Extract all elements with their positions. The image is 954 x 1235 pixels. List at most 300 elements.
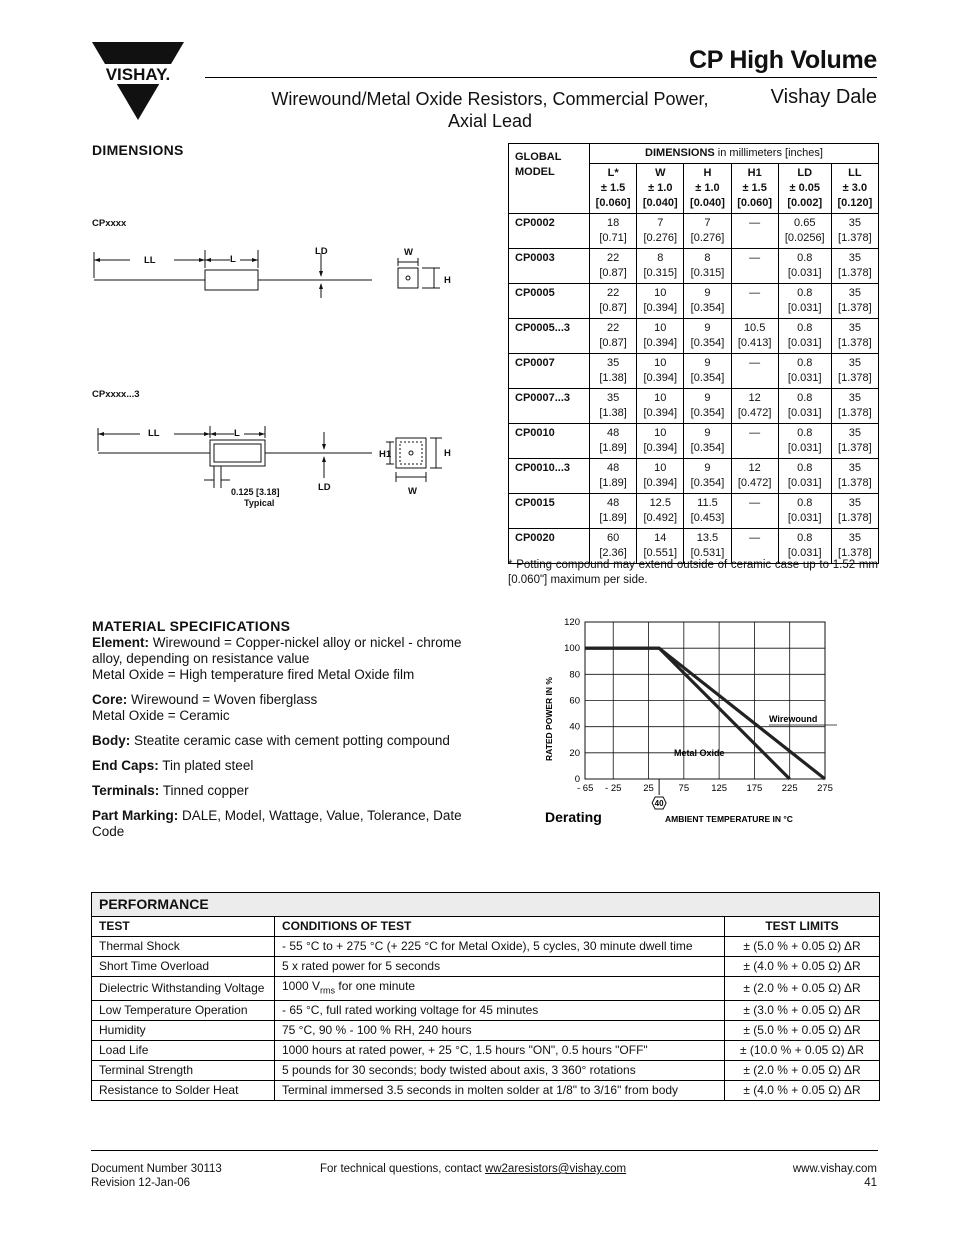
dim-value-inch: [1.378] xyxy=(838,512,872,524)
performance-test: Humidity xyxy=(92,1021,275,1041)
performance-condition-text: 1000 hours at rated power, + 25 °C, 1.5 hours "ON", 0.5 hours "OFF" xyxy=(282,1043,648,1058)
dim-value-cell xyxy=(590,249,637,284)
dim-value-mm: 0.8 xyxy=(797,462,813,474)
x-tick-label: 125 xyxy=(711,783,728,794)
dim-value-inch: [1.38] xyxy=(599,407,627,419)
dim-value-mm: 10 xyxy=(654,357,667,369)
dim-value-mm: — xyxy=(749,217,761,229)
dim-value-inch: [0.354] xyxy=(690,372,725,384)
dim-value-cell xyxy=(831,389,878,424)
group-header-bold: DIMENSIONS xyxy=(645,147,715,159)
revision: Revision 12-Jan-06 xyxy=(91,1177,191,1189)
y-axis-label: RATED POWER IN % xyxy=(544,677,554,761)
dim-value-inch: [1.378] xyxy=(838,442,872,454)
dim-value-inch: [0.031] xyxy=(787,267,822,279)
dim-value-cell xyxy=(778,319,831,354)
dim-value-inch: [0.394] xyxy=(643,372,678,384)
performance-limit: ± (10.0 % + 0.05 Ω) ΔR xyxy=(725,1041,880,1061)
y-tick-label: 40 xyxy=(569,721,580,733)
performance-limit: ± (2.0 % + 0.05 Ω) ΔR xyxy=(725,977,880,1001)
dim-value-cell xyxy=(831,214,878,249)
drawing2-h1: H1 xyxy=(379,449,392,460)
dim-value-mm: 35 xyxy=(848,287,861,299)
dim-value-cell xyxy=(637,249,684,284)
dim-value-mm: — xyxy=(749,427,761,439)
y-tick-label: 0 xyxy=(574,774,580,785)
dim-column-inch: [0.060] xyxy=(737,197,773,209)
performance-row xyxy=(92,1001,880,1021)
material-spec-item xyxy=(92,733,462,749)
model-header-line-1: GLOBAL xyxy=(515,151,562,163)
dim-column-inch: [0.002] xyxy=(787,197,823,209)
performance-condition-text: - 55 °C to + 275 °C (+ 225 °C for Metal Oxide), 5 cycles, 30 minute dwell time xyxy=(282,939,693,953)
dim-value-cell xyxy=(637,459,684,494)
dim-value-mm: 35 xyxy=(848,252,861,264)
dim-value-mm: 22 xyxy=(606,287,620,299)
dim-value-cell xyxy=(590,284,637,319)
dim-value-mm: 12 xyxy=(748,462,761,474)
performance-limit: ± (4.0 % + 0.05 Ω) ΔR xyxy=(725,957,880,977)
dim-value-mm: — xyxy=(749,252,761,264)
vishay-logo xyxy=(92,42,184,120)
dim-value-inch: [0.354] xyxy=(690,302,725,314)
dim-value-inch: [0.492] xyxy=(643,512,678,524)
dim-value-inch: [0.315] xyxy=(643,267,678,279)
material-spec-text: DALE, Model, Wattage, Value, Tolerance, Date Code xyxy=(92,808,462,839)
dim-value-inch: [0.71] xyxy=(599,232,627,244)
material-spec-item xyxy=(92,808,462,840)
dim-value-cell xyxy=(684,354,731,389)
logo-text: VISHAY. xyxy=(105,65,171,84)
derating-chart xyxy=(540,610,850,835)
dim-value-inch: [0.87] xyxy=(599,302,627,314)
dim-value-cell xyxy=(590,459,637,494)
drawing1-ld: LD xyxy=(315,246,328,257)
dim-table-row xyxy=(509,389,879,424)
y-tick-label: 120 xyxy=(564,617,580,628)
dim-value-mm: 10 xyxy=(654,287,667,299)
dim-value-mm: 35 xyxy=(848,462,861,474)
performance-row xyxy=(92,1041,880,1061)
dim-value-inch: [0.394] xyxy=(643,337,678,349)
material-spec-item xyxy=(92,783,462,799)
dim-value-mm: 10 xyxy=(654,392,667,404)
dim-column-tolerance: ± 1.5 xyxy=(600,182,626,194)
dim-value-cell xyxy=(684,249,731,284)
performance-condition xyxy=(275,1041,725,1061)
performance-condition-text: 5 pounds for 30 seconds; body twisted about axis, 3 360° rotations xyxy=(282,1063,636,1078)
dim-value-cell xyxy=(778,459,831,494)
subtitle-line-2: Axial Lead xyxy=(447,111,533,131)
performance-row xyxy=(92,937,880,957)
performance-row xyxy=(92,977,880,1001)
header-rule xyxy=(205,77,877,78)
dim-value-mm: 35 xyxy=(848,217,861,229)
dim-value-mm: 0.65 xyxy=(794,217,816,229)
dim-value-mm: 35 xyxy=(848,427,861,439)
dim-value-cell xyxy=(684,284,731,319)
dim-value-mm: 9 xyxy=(704,427,711,439)
dim-model-cell: CP0007...3 xyxy=(509,389,590,424)
dim-value-inch: [1.89] xyxy=(599,442,627,454)
dim-value-inch: [0.472] xyxy=(737,477,772,489)
dim-value-inch: [0.031] xyxy=(787,477,822,489)
performance-condition-sub: rms xyxy=(320,985,336,996)
dim-value-inch: [1.378] xyxy=(838,337,872,349)
dim-value-cell xyxy=(590,424,637,459)
dim-value-inch: [0.394] xyxy=(643,477,678,489)
x-tick-label: - 65 xyxy=(577,783,594,794)
dim-value-inch: [1.378] xyxy=(838,302,872,314)
page-subtitle xyxy=(250,88,730,132)
drawing2-typical-label: Typical xyxy=(244,498,275,508)
dim-value-cell xyxy=(831,319,878,354)
company-name: Vishay Dale xyxy=(770,86,877,108)
dim-value-cell xyxy=(590,319,637,354)
dim-value-mm: 0.8 xyxy=(797,392,813,404)
material-spec-label: Element: xyxy=(92,635,150,650)
dim-value-cell xyxy=(684,424,731,459)
material-spec-label: Body: xyxy=(92,733,131,748)
dim-value-inch: [0.031] xyxy=(787,407,822,419)
dim-value-inch: [0.354] xyxy=(690,477,725,489)
performance-row xyxy=(92,1061,880,1081)
dim-value-mm: 9 xyxy=(704,462,711,474)
dim-column-name: H1 xyxy=(747,167,762,179)
dim-value-cell xyxy=(731,354,778,389)
dim-table-row xyxy=(509,424,879,459)
performance-test: Terminal Strength xyxy=(92,1061,275,1081)
dim-value-cell xyxy=(731,249,778,284)
performance-condition xyxy=(275,1021,725,1041)
y-tick-label: 20 xyxy=(569,747,580,759)
contact-prefix: For technical questions, contact xyxy=(320,1163,485,1175)
dim-value-cell xyxy=(731,214,778,249)
performance-row xyxy=(92,1081,880,1101)
dim-value-inch: [0.472] xyxy=(737,407,772,419)
dim-value-mm: 9 xyxy=(704,357,711,369)
page-number: 41 xyxy=(864,1177,877,1189)
dim-column-inch: [0.040] xyxy=(642,197,678,209)
performance-limit: ± (4.0 % + 0.05 Ω) ΔR xyxy=(725,1081,880,1101)
dim-value-mm: 60 xyxy=(606,532,620,544)
material-spec-text-line2: Metal Oxide = High temperature fired Metal Oxide film xyxy=(92,667,415,682)
dim-value-mm: 0.8 xyxy=(797,322,813,334)
drawing1-ll: LL xyxy=(144,255,156,266)
dim-value-cell xyxy=(778,424,831,459)
performance-limit: ± (2.0 % + 0.05 Ω) ΔR xyxy=(725,1061,880,1081)
dim-value-mm: 10.5 xyxy=(743,322,766,334)
dim-value-cell xyxy=(637,319,684,354)
dim-value-cell xyxy=(731,389,778,424)
performance-test: Load Life xyxy=(92,1041,275,1061)
dim-value-mm: 9 xyxy=(704,287,711,299)
x-tick-label: 175 xyxy=(746,783,763,794)
performance-condition xyxy=(275,1001,725,1021)
website: www.vishay.com xyxy=(792,1163,877,1175)
dim-value-cell xyxy=(778,354,831,389)
marker-label: 40 xyxy=(654,799,664,808)
dim-value-cell xyxy=(831,459,878,494)
dim-value-mm: 35 xyxy=(606,392,620,404)
dim-value-inch: [0.276] xyxy=(643,232,678,244)
dim-model-cell: CP0005...3 xyxy=(509,319,590,354)
dim-value-cell xyxy=(590,389,637,424)
dim-value-inch: [0.531] xyxy=(690,547,725,559)
dim-value-inch: [0.031] xyxy=(787,442,822,454)
dim-value-cell xyxy=(778,494,831,529)
dim-value-inch: [0.394] xyxy=(643,442,678,454)
col-limits: TEST LIMITS xyxy=(725,917,880,937)
dim-model-cell: CP0010 xyxy=(509,424,590,459)
x-tick-label: 75 xyxy=(678,783,690,794)
drawing1-w: W xyxy=(404,247,413,258)
performance-test: Dielectric Withstanding Voltage xyxy=(92,977,275,1001)
page-title: CP High Volume xyxy=(689,46,877,74)
chart-title: Derating xyxy=(545,809,602,825)
dim-value-mm: 0.8 xyxy=(797,532,813,544)
performance-limit: ± (5.0 % + 0.05 Ω) ΔR xyxy=(725,937,880,957)
footer-left xyxy=(91,1162,222,1190)
material-spec-text: Steatite ceramic case with cement potting compound xyxy=(130,733,450,748)
x-tick-label: - 25 xyxy=(605,783,622,794)
dim-column-inch: [0.040] xyxy=(690,197,725,209)
performance-condition xyxy=(275,1081,725,1101)
dim-value-cell xyxy=(590,354,637,389)
dim-value-mm: 35 xyxy=(848,322,861,334)
dim-value-inch: [0.551] xyxy=(643,547,678,559)
performance-condition-text: Terminal immersed 3.5 seconds in molten solder at 1/8" to 3/16" from body xyxy=(282,1083,679,1098)
performance-row xyxy=(92,957,880,977)
dimensions-footnote: * Potting compound may extend outside of ceramic case up to 1.52 mm [0.060"] maximum per side. xyxy=(508,559,878,586)
drawing2-w: W xyxy=(408,486,417,497)
dim-column-header xyxy=(778,164,831,214)
dim-value-cell xyxy=(778,249,831,284)
drawing2-typical-size: 0.125 [3.18] xyxy=(231,487,280,497)
dim-column-header xyxy=(590,164,637,214)
performance-test: Thermal Shock xyxy=(92,937,275,957)
dim-value-mm: 0.8 xyxy=(797,427,813,439)
contact-email-link[interactable]: ww2aresistors@vishay.com xyxy=(484,1163,627,1175)
dim-value-cell xyxy=(831,494,878,529)
performance-test: Resistance to Solder Heat xyxy=(92,1081,275,1101)
dim-value-cell xyxy=(684,214,731,249)
dim-value-cell xyxy=(778,389,831,424)
dim-column-tolerance: ± 1.5 xyxy=(742,182,767,194)
dim-value-mm: — xyxy=(749,532,761,544)
material-spec-label: Core: xyxy=(92,692,128,707)
dim-value-mm: 7 xyxy=(657,217,664,229)
material-spec-item xyxy=(92,758,462,774)
col-conditions: CONDITIONS OF TEST xyxy=(275,917,725,937)
dim-value-mm: 22 xyxy=(606,252,620,264)
dimension-drawings xyxy=(90,210,470,520)
dim-value-cell xyxy=(684,459,731,494)
dim-value-inch: [1.378] xyxy=(838,267,872,279)
dim-column-tolerance: ± 1.0 xyxy=(695,182,720,194)
material-spec-label: Part Marking: xyxy=(92,808,179,823)
dim-value-inch: [0.394] xyxy=(643,407,678,419)
dim-table-row xyxy=(509,284,879,319)
performance-limit: ± (3.0 % + 0.05 Ω) ΔR xyxy=(725,1001,880,1021)
dim-header-row-1 xyxy=(509,144,879,164)
performance-condition xyxy=(275,1061,725,1081)
dim-value-inch: [0.413] xyxy=(737,337,772,349)
footer-contact xyxy=(320,1162,626,1176)
group-header-rest: in millimeters [inches] xyxy=(714,147,823,159)
dim-value-inch: [1.89] xyxy=(599,477,627,489)
x-tick-label: 225 xyxy=(781,783,798,794)
drawing2-l: L xyxy=(234,428,240,439)
performance-condition-rest: for one minute xyxy=(335,979,416,993)
performance-row xyxy=(92,1021,880,1041)
footer-right xyxy=(793,1162,877,1190)
x-tick-label: 25 xyxy=(643,783,654,794)
y-tick-label: 100 xyxy=(564,643,580,655)
dim-column-name: LL xyxy=(848,167,862,179)
dim-value-cell xyxy=(731,424,778,459)
dim-column-inch: [0.120] xyxy=(837,197,873,209)
performance-condition-text: 1000 V xyxy=(282,979,321,993)
dim-value-mm: 0.8 xyxy=(797,252,813,264)
subtitle-line-1: Wirewound/Metal Oxide Resistors, Commercial Power, xyxy=(271,89,709,109)
dim-value-mm: 48 xyxy=(606,462,620,474)
drawing2-ll: LL xyxy=(148,428,160,439)
dim-value-mm: 8 xyxy=(704,252,711,264)
dim-value-cell xyxy=(590,494,637,529)
dim-value-cell xyxy=(778,214,831,249)
dim-table-row xyxy=(509,249,879,284)
dim-column-tolerance: ± 1.0 xyxy=(648,182,673,194)
material-spec-text: Wirewound = Woven fiberglass xyxy=(127,692,318,707)
drawing2-h: H xyxy=(444,448,451,459)
drawing2-ld: LD xyxy=(318,482,331,493)
drawing2-label: CPxxxx...3 xyxy=(92,389,140,400)
dim-value-mm: 18 xyxy=(606,217,620,229)
dim-value-mm: 14 xyxy=(654,532,667,544)
dim-value-cell xyxy=(731,459,778,494)
dim-value-mm: 0.8 xyxy=(797,497,813,509)
dim-value-inch: [1.378] xyxy=(838,547,872,559)
drawing1-h: H xyxy=(444,275,451,286)
dim-value-cell xyxy=(637,389,684,424)
series-line-metal-oxide xyxy=(585,648,790,779)
dim-value-inch: [0.031] xyxy=(787,547,822,559)
dim-value-inch: [0.315] xyxy=(690,267,725,279)
material-spec-item xyxy=(92,692,462,724)
dim-value-mm: 35 xyxy=(848,532,861,544)
dim-value-mm: — xyxy=(749,287,761,299)
dim-column-name: H xyxy=(703,167,712,179)
dim-value-inch: [1.378] xyxy=(838,372,872,384)
y-tick-label: 80 xyxy=(569,669,580,681)
dim-value-mm: 10 xyxy=(654,322,667,334)
dim-value-inch: [0.031] xyxy=(787,512,822,524)
dim-value-inch: [0.354] xyxy=(690,407,725,419)
dim-value-mm: 7 xyxy=(704,217,711,229)
performance-header-row xyxy=(92,917,880,937)
dim-value-inch: [0.276] xyxy=(690,232,725,244)
dim-value-cell xyxy=(731,319,778,354)
dim-model-cell: CP0005 xyxy=(509,284,590,319)
dim-value-inch: [0.031] xyxy=(787,372,822,384)
dim-value-cell xyxy=(831,424,878,459)
dim-model-cell: CP0002 xyxy=(509,214,590,249)
dim-value-mm: 12.5 xyxy=(649,497,671,509)
dim-value-cell xyxy=(831,354,878,389)
dim-model-cell: CP0003 xyxy=(509,249,590,284)
dim-value-mm: 35 xyxy=(848,392,861,404)
footer-rule xyxy=(91,1150,878,1151)
dim-value-inch: [0.87] xyxy=(599,267,627,279)
dim-column-header xyxy=(684,164,731,214)
dim-model-cell: CP0020 xyxy=(509,529,590,564)
dim-model-cell: CP0015 xyxy=(509,494,590,529)
dim-value-inch: [1.38] xyxy=(599,372,627,384)
dim-value-mm: — xyxy=(749,497,761,509)
dim-value-cell xyxy=(684,319,731,354)
dim-value-mm: 10 xyxy=(654,427,667,439)
dim-value-mm: 0.8 xyxy=(797,287,813,299)
dim-value-mm: — xyxy=(749,357,761,369)
performance-condition xyxy=(275,937,725,957)
dim-value-inch: [0.031] xyxy=(787,302,822,314)
dimensions-table xyxy=(508,143,879,564)
dim-value-cell xyxy=(684,494,731,529)
material-spec-label: End Caps: xyxy=(92,758,159,773)
dim-value-mm: 22 xyxy=(606,322,620,334)
dim-value-cell xyxy=(831,284,878,319)
dim-model-cell: CP0007 xyxy=(509,354,590,389)
dim-value-cell xyxy=(831,249,878,284)
material-spec-label: Terminals: xyxy=(92,783,160,798)
material-spec-item xyxy=(92,635,462,683)
dim-value-cell xyxy=(684,389,731,424)
dim-value-mm: 11.5 xyxy=(697,497,718,509)
dimensions-group-header xyxy=(590,144,879,164)
dim-value-inch: [0.0256] xyxy=(784,232,825,244)
dim-value-mm: 8 xyxy=(657,252,664,264)
performance-heading: PERFORMANCE xyxy=(92,893,880,917)
dim-value-inch: [1.89] xyxy=(599,512,627,524)
dim-value-mm: 35 xyxy=(848,357,861,369)
y-tick-label: 60 xyxy=(569,695,580,707)
dim-value-inch: [0.031] xyxy=(787,337,822,349)
dim-value-inch: [1.378] xyxy=(838,232,872,244)
performance-condition-text: 5 x rated power for 5 seconds xyxy=(282,959,441,973)
material-spec-text: Tinned copper xyxy=(159,783,249,798)
material-spec-text-line2: Metal Oxide = Ceramic xyxy=(92,708,230,723)
performance-title-row xyxy=(92,893,880,917)
dim-value-inch: [2.36] xyxy=(599,547,627,559)
model-header-line-2: MODEL xyxy=(515,166,555,178)
dim-value-mm: 0.8 xyxy=(797,357,813,369)
x-tick-label: 275 xyxy=(817,783,833,794)
dim-column-name: W xyxy=(655,167,666,179)
performance-condition-text: - 65 °C, full rated working voltage for 45 minutes xyxy=(282,1003,539,1018)
dim-table-row xyxy=(509,459,879,494)
dim-value-cell xyxy=(778,284,831,319)
dim-value-cell xyxy=(731,284,778,319)
dim-value-cell xyxy=(637,424,684,459)
dimensions-heading: DIMENSIONS xyxy=(92,142,184,158)
dim-value-inch: [0.354] xyxy=(690,442,725,454)
dim-value-mm: 9 xyxy=(704,392,711,404)
dim-value-mm: 35 xyxy=(606,357,620,369)
dim-value-mm: 13.5 xyxy=(696,532,719,544)
performance-condition xyxy=(275,977,725,1001)
dim-model-cell: CP0010...3 xyxy=(509,459,590,494)
